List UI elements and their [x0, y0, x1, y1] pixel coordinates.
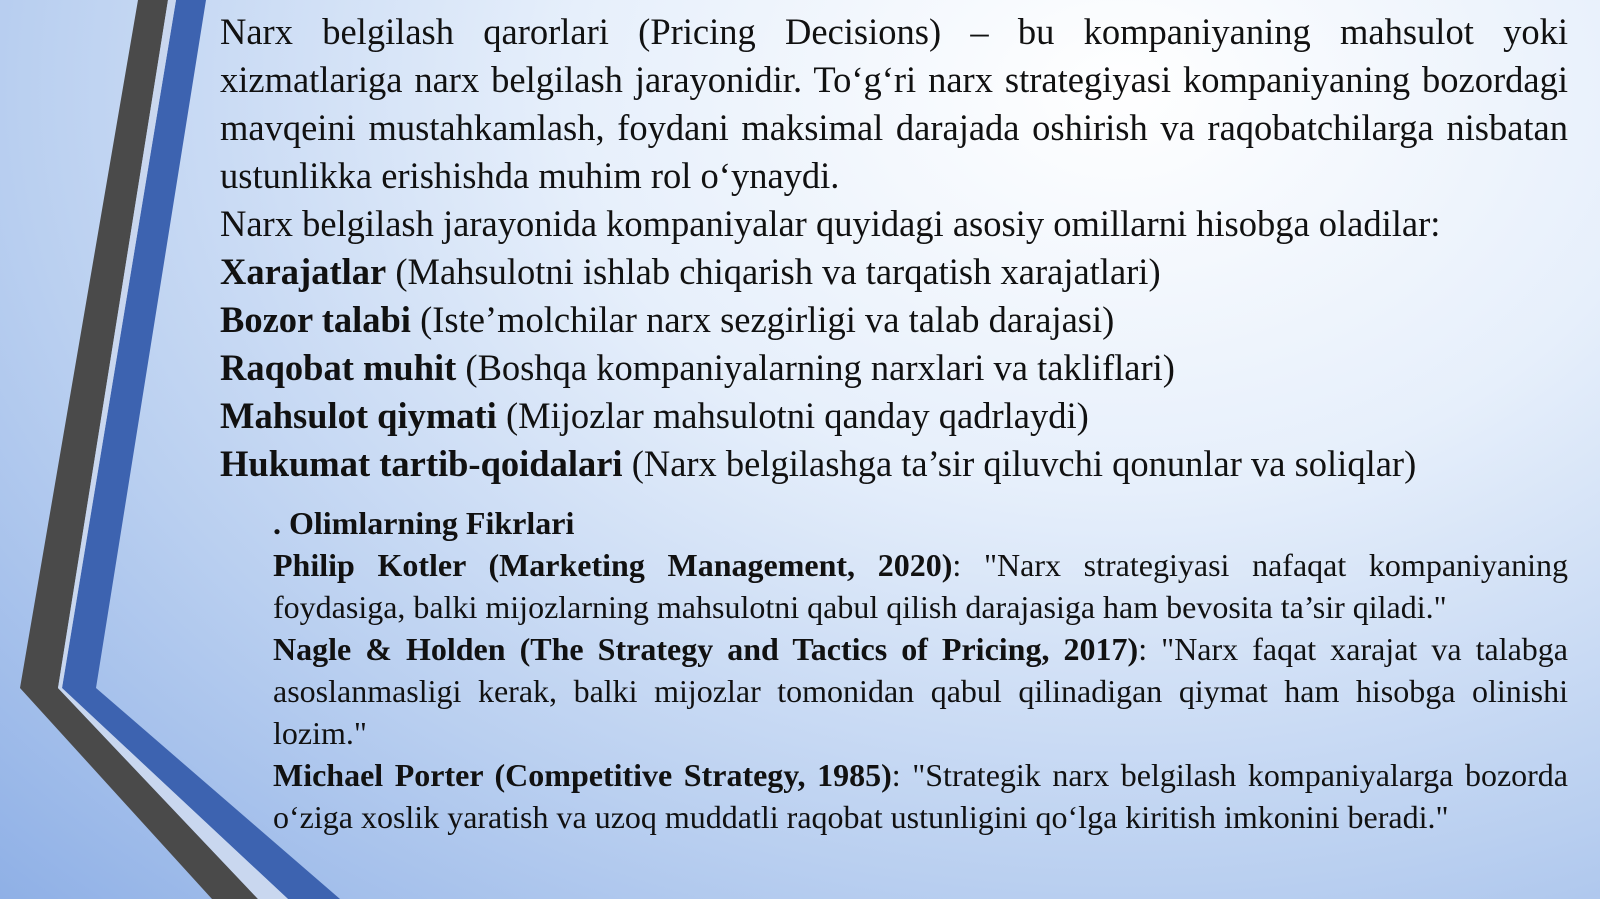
- factor-desc: (Boshqa kompaniyalarning narxlari va takliflari): [456, 347, 1175, 388]
- scholar-quote: [273, 754, 1568, 838]
- factor-desc: (Narx belgilashga ta’sir qiluvchi qonunlar va soliqlar): [622, 443, 1417, 484]
- factor-desc: (Mahsulotni ishlab chiqarish va tarqatish xarajatlari): [386, 251, 1161, 292]
- scholars-section: [273, 502, 1568, 838]
- factor-term: Hukumat tartib-qoidalari: [220, 443, 623, 484]
- scholars-heading: . Olimlarning Fikrlari: [273, 505, 575, 541]
- quote-author: Michael Porter (Competitive Strategy, 1985): [273, 757, 892, 793]
- scholar-quote: [273, 628, 1568, 754]
- factor-term: Raqobat muhit: [220, 347, 457, 388]
- factor-item: [220, 296, 1568, 344]
- main-content: [220, 8, 1568, 488]
- factor-item: [220, 392, 1568, 440]
- factor-item: [220, 440, 1568, 488]
- quote-text: : "Narx faqat xarajat va talabga asoslanmasligi kerak, balki mijozlar tomonidan qabul qilinadigan qiymat ham hisobga olinishi lozim.": [273, 631, 1569, 751]
- quote-text: : "Strategik narx belgilash kompaniyalarga bozorda o‘ziga xoslik yaratish va uzoq muddatli raqobat ustunligini qo‘lga kiritish imkonini beradi.": [273, 757, 1569, 835]
- intro-paragraph: Narx belgilash qarorlari (Pricing Decisions) – bu kompaniyaning mahsulot yoki xizmatlariga narx belgilash jarayonidir. To‘g‘ri narx strategiyasi kompaniyaning bozordagi mavqeini mustahkamlash, foydani maksimal darajada oshirish va raqobatchilarga nisbatan ustunlikka erishishda muhim rol o‘ynaydi.: [220, 11, 1568, 196]
- quote-author: Nagle & Holden (The Strategy and Tactics of Pricing, 2017): [273, 631, 1139, 667]
- factor-term: Bozor talabi: [220, 299, 411, 340]
- factor-term: Mahsulot qiymati: [220, 395, 497, 436]
- factor-desc: (Mijozlar mahsulotni qanday qadrlaydi): [496, 395, 1089, 436]
- factors-intro: Narx belgilash jarayonida kompaniyalar quyidagi asosiy omillarni hisobga oladilar:: [220, 203, 1441, 244]
- quote-text: : "Narx strategiyasi nafaqat kompaniyaning foydasiga, balki mijozlarning mahsulotni qabul qilish darajasiga ham bevosita ta’sir qiladi.": [273, 547, 1569, 625]
- factor-term: Xarajatlar: [220, 251, 387, 292]
- factor-desc: (Iste’molchilar narx sezgirligi va talab darajasi): [410, 299, 1115, 340]
- factor-item: [220, 344, 1568, 392]
- factor-item: [220, 248, 1568, 296]
- scholar-quote: [273, 544, 1568, 628]
- quote-author: Philip Kotler (Marketing Management, 2020): [273, 547, 953, 583]
